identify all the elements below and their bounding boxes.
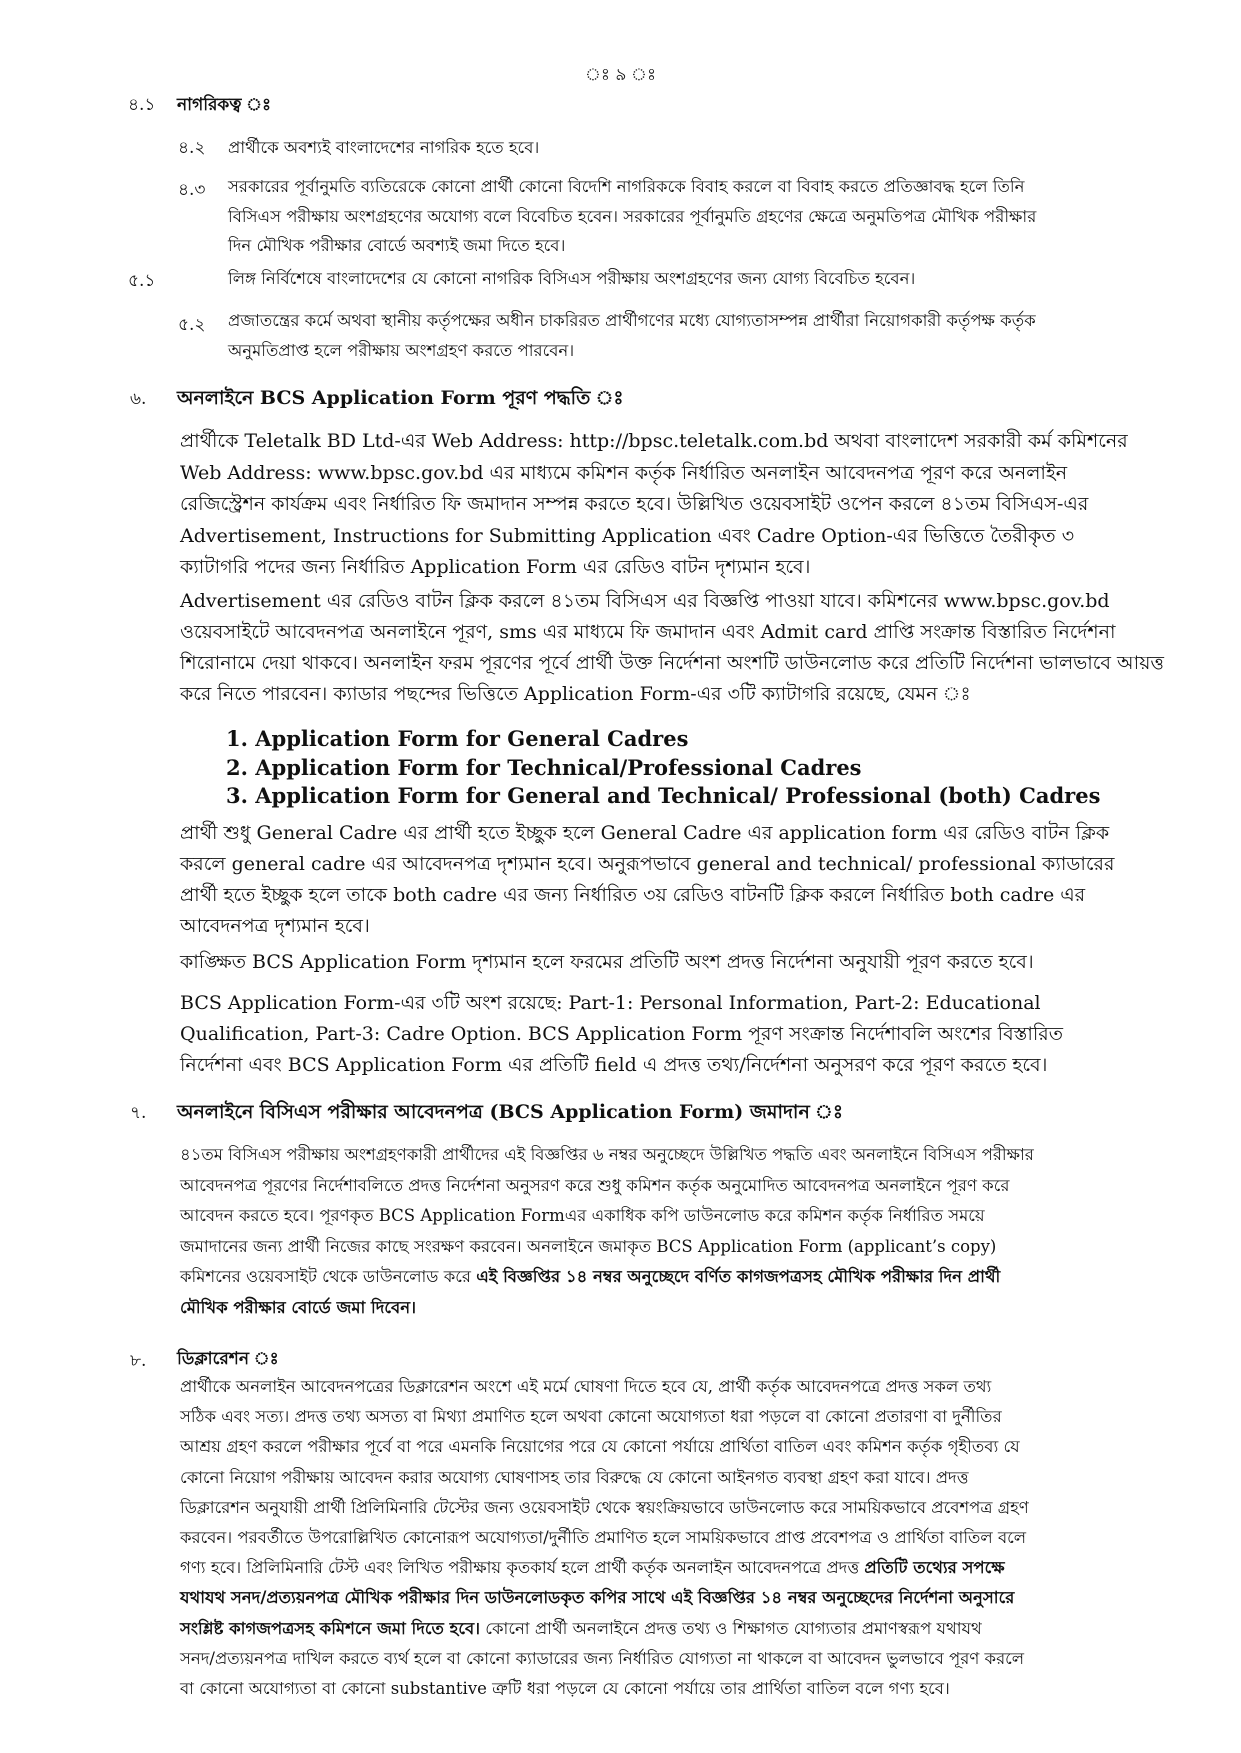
section-4-3-text [228, 172, 1178, 261]
application-form-list [226, 725, 1126, 811]
bold-text-span: এই বিজ্ঞপ্তির ১৪ নম্বর অনুচ্ছেদে বর্ণিত কাগজপত্রসহ মৌখিক পরীক্ষার দিন প্রার্থী [476, 1267, 1001, 1286]
text-line: দিন মৌখিক পরীক্ষার বোর্ডে অবশ্যই জমা দিতে হবে। [228, 236, 566, 255]
text-line: আবেদন করতে হবে। পূরণকৃত BCS Application Formএর একাধিক কপি ডাউনলোড করে কমিশন কর্তৃক নির্ধারিত সময়ে [180, 1206, 985, 1225]
section-5-1-text: লিঙ্গ নির্বিশেষে বাংলাদেশের যে কোনো নাগরিক বিসিএস পরীক্ষায় অংশগ্রহণের জন্য যোগ্য বিবেচিত হবেন। [228, 269, 916, 288]
text-line: আবেদনপত্র দৃশ্যমান হবে। [180, 915, 370, 937]
text-line: ৪১তম বিসিএস পরীক্ষায় অংশগ্রহণকারী প্রার্থীদের এই বিজ্ঞপ্তির ৬ নম্বর অনুচ্ছেদে উল্লিখিত পদ্ধতি এবং অনলাইনে বিসিএস পরীক্ষার [180, 1145, 1034, 1164]
section-4-2-number: ৪.২ [178, 138, 206, 158]
text-span: কমিশনের ওয়েবসাইট থেকে ডাউনলোড করে [180, 1267, 477, 1286]
text-line [180, 1583, 1170, 1613]
text-line: ডিক্লারেশন অনুযায়ী প্রার্থী প্রিলিমিনারি টেস্টের জন্য ওয়েবসাইট থেকে স্বয়ংক্রিয়ভাবে ডাউনলোড করে সাময়িকভাবে প্রবেশপত্র গ্রহণ [180, 1497, 1029, 1517]
text-line: বিসিএস পরীক্ষায় অংশগ্রহণের অযোগ্য বলে বিবেচিত হবেন। সরকারের পূর্বানুমতি গ্রহণের ক্ষেত্রে অনুমতিপত্র মৌখিক পরীক্ষার [228, 206, 1037, 226]
bold-text-span: যথাযথ সনদ/প্রত্যয়নপত্র মৌখিক পরীক্ষার দিন ডাউনলোডকৃত কপির সাথে এই বিজ্ঞপ্তির ১৪ নম্বর অনুচ্ছেদের নির্দেশনা অনুসারে [180, 1588, 1015, 1608]
list-item: 1. Application Form for General Cadres [226, 726, 689, 751]
section-7-heading: অনলাইনে বিসিএস পরীক্ষার আবেদনপত্র (BCS Application Form) জমাদান ঃ [177, 1101, 843, 1123]
section-8-number: ৮. [130, 1351, 147, 1371]
text-line: প্রার্থীকে অনলাইন আবেদনপত্রের ডিক্লারেশন অংশে এই মর্মে ঘোষণা দিতে হবে যে, প্রার্থী কর্তৃক আবেদনপত্রে প্রদত্ত সকল তথ্য [180, 1377, 992, 1396]
text-line: Advertisement, Instructions for Submitting Application এবং Cadre Option-এর ভিত্তিতে তৈরীকৃত ৩ [180, 524, 1075, 547]
text-line [180, 1293, 1170, 1324]
section-6-number: ৬. [130, 389, 147, 409]
text-line: Web Address: www.bpsc.gov.bd এর মাধ্যমে কমিশন কর্তৃক নির্ধারিত অনলাইন আবেদনপত্র পূরণ করে অনলাইন [180, 461, 1068, 484]
bold-text-span: প্রতিটি তথ্যের সপক্ষে [864, 1558, 1005, 1578]
bold-text-span: সংশ্লিষ্ট কাগজপত্রসহ কমিশনে জমা দিতে হবে। [180, 1618, 481, 1638]
section-5-2-text [228, 306, 1178, 365]
list-item: 3. Application Form for General and Technical/ Professional (both) Cadres [226, 783, 1101, 808]
text-line: প্রার্থীকে Teletalk BD Ltd-এর Web Address: http://bpsc.teletalk.com.bd অথবা বাংলাদেশ সরকারী কর্ম কমিশনের [180, 430, 1128, 452]
text-line: নির্দেশনা এবং BCS Application Form এর প্রতিটি field এ প্রদত্ত তথ্য/নির্দেশনা অনুসরণ করে পূরণ করতে হবে। [180, 1054, 1048, 1076]
section-5-2-number: ৫.২ [178, 315, 206, 335]
section-7-number: ৭. [130, 1103, 147, 1123]
text-line: ওয়েবসাইটে আবেদনপত্র অনলাইনে পূরণ, sms এর মাধ্যমে ফি জমাদান এবং Admit card প্রাপ্তি সংক্রান্ত বিস্তারিত নির্দেশনা [180, 621, 1116, 643]
text-line: করবেন। পরবর্তীতে উপরোল্লিখিত কোনোরূপ অযোগ্যতা/দুর্নীতি প্রমাণিত হলে সাময়িকভাবে প্রাপ্ত প্রবেশপত্র ও প্রার্থিতা বাতিল বলে [180, 1528, 1027, 1548]
list-item: 2. Application Form for Technical/Professional Cadres [226, 754, 862, 780]
section-7-text [180, 1140, 1170, 1323]
text-line: শিরোনামে দেয়া থাকবে। অনলাইন ফরম পূরণের পূর্বে প্রার্থী উক্ত নির্দেশনা অংশটি ডাউনলোড করে প্রতিটি নির্দেশনা ভালভাবে আয়ত্ত [180, 652, 1164, 674]
text-line: প্রজাতন্ত্রের কর্মে অথবা স্থানীয় কর্তৃপক্ষের অধীন চাকরিরত প্রার্থীগণের মধ্যে যোগ্যতাসম্পন্ন প্রার্থীরা নিয়োগকারী কর্তৃপক্ষ কর্তৃক [228, 311, 1036, 330]
text-line: সরকারের পূর্বানুমতি ব্যতিরেকে কোনো প্রার্থী কোনো বিদেশি নাগরিককে বিবাহ করলে বা বিবাহ করতে প্রতিজ্ঞাবদ্ধ হলে তিনি [228, 177, 1025, 196]
section-8-text [180, 1372, 1170, 1704]
page-number: ঃ ৯ ঃ [584, 65, 657, 85]
text-line: বা কোনো অযোগ্যতা বা কোনো substantive ত্রুটি ধরা পড়লে যে কোনো পর্যায়ে তার প্রার্থিতা বাতিল বলে গণ্য হবে। [180, 1679, 950, 1699]
section-6-heading: অনলাইনে BCS Application Form পূরণ পদ্ধতি ঃ [177, 387, 624, 409]
text-line: রেজিস্ট্রেশন কার্যক্রম এবং নির্ধারিত ফি জমাদান সম্পন্ন করতে হবে। উল্লিখিত ওয়েবসাইট ওপেন করলে ৪১তম বিসিএস-এর [180, 493, 1089, 515]
section-5-1-number: ৫.১ [128, 271, 156, 291]
text-span: কোনো প্রার্থী অনলাইনে প্রদত্ত তথ্য ও শিক্ষাগত যোগ্যতার প্রমাণস্বরূপ যথাযথ [480, 1618, 982, 1638]
text-line: প্রার্থী হতে ইচ্ছুক হলে তাকে both cadre এর জন্য নির্ধারিত ৩য় রেডিও বাটনটি ক্লিক করলে নির্ধারিত both cadre এর [180, 884, 1086, 906]
section-6-paragraph-5 [180, 988, 1170, 1081]
text-line: Advertisement এর রেডিও বাটন ক্লিক করলে ৪১তম বিসিএস এর বিজ্ঞপ্তি পাওয়া যাবে। কমিশনের www.bpsc.gov.bd [180, 590, 1110, 612]
text-line [180, 1262, 1170, 1293]
text-line: আবেদনপত্র পূরণের নির্দেশাবলিতে প্রদত্ত নির্দেশনা অনুসরণ করে শুধু কমিশন কর্তৃক অনুমোদিত আবেদনপত্র অনলাইনে পূরণ করে [180, 1175, 1010, 1195]
text-line: করলে general cadre এর আবেদনপত্র দৃশ্যমান হবে। অনুরূপভাবে general and technical/ professional ক্যাডারের [180, 853, 1115, 875]
text-line: অনুমতিপ্রাপ্ত হলে পরীক্ষায় অংশগ্রহণ করতে পারবেন। [228, 340, 575, 360]
text-line [180, 1553, 1170, 1583]
text-span: গণ্য হবে। প্রিলিমিনারি টেস্ট এবং লিখিত পরীক্ষায় কৃতকার্য হলে প্রার্থী কর্তৃক অনলাইন আবেদনপত্রে প্রদত্ত [180, 1558, 865, 1578]
text-line: BCS Application Form-এর ৩টি অংশ রয়েছে: Part-1: Personal Information, Part-2: Educational [180, 992, 1041, 1014]
section-4-1-number: ৪.১ [128, 95, 156, 115]
text-line [180, 1614, 1170, 1644]
section-4-2-text: প্রার্থীকে অবশ্যই বাংলাদেশের নাগরিক হতে হবে। [228, 138, 540, 157]
bold-text-span: মৌখিক পরীক্ষার বোর্ডে জমা দিবেন। [180, 1297, 416, 1317]
section-6-paragraph-3 [180, 818, 1170, 942]
section-6-paragraph-2 [180, 586, 1170, 710]
text-line: আশ্রয় গ্রহণ করলে পরীক্ষার পূর্বে বা পরে এমনকি নিয়োগের পরে যে কোনো পর্যায়ে প্রার্থিতা বাতিল এবং কমিশন কর্তৃক গৃহীতব্য যে [180, 1437, 1020, 1457]
text-line: কোনো নিয়োগ পরীক্ষায় আবেদন করার অযোগ্য ঘোষণাসহ তার বিরুদ্ধে যে কোনো আইনগত ব্যবস্থা গ্রহণ করা যাবে। প্রদত্ত [180, 1467, 969, 1487]
text-line: সঠিক এবং সত্য। প্রদত্ত তথ্য অসত্য বা মিথ্যা প্রমাণিত হলে অথবা কোনো অযোগ্যতা ধরা পড়লে বা কোনো প্রতারণা বা দুর্নীতির [180, 1407, 1002, 1427]
text-line: সনদ/প্রত্যয়নপত্র দাখিল করতে ব্যর্থ হলে বা কোনো ক্যাডারের জন্য নির্ধারিত যোগ্যতা না থাকলে বা আবেদন ভুলভাবে পূরণ করলে [180, 1648, 1025, 1668]
text-line: ক্যাটাগরি পদের জন্য নির্ধারিত Application Form এর রেডিও বাটন দৃশ্যমান হবে। [180, 556, 811, 578]
text-line: Qualification, Part-3: Cadre Option. BCS Application Form পূরণ সংক্রান্ত নির্দেশাবলি অংশের বিস্তারিত [180, 1023, 1063, 1045]
text-line: করে নিতে পারবেন। ক্যাডার পছন্দের ভিত্তিতে Application Form-এর ৩টি ক্যাটাগরি রয়েছে, যেমন ঃ [180, 683, 971, 705]
section-8-heading: ডিক্লারেশন ঃ [177, 1349, 279, 1369]
text-line: প্রার্থী শুধু General Cadre এর প্রার্থী হতে ইচ্ছুক হলে General Cadre এর application form এর রেডিও বাটন ক্লিক [180, 822, 1110, 844]
section-4-3-number: ৪.৩ [178, 180, 206, 200]
section-4-1-heading: নাগরিকত্ব ঃ [177, 95, 272, 115]
section-6-paragraph-4: কাঙ্ক্ষিত BCS Application Form দৃশ্যমান হলে ফরমের প্রতিটি অংশ প্রদত্ত নির্দেশনা অনুযায়ী পূরণ করতে হবে। [180, 951, 1034, 973]
section-6-paragraph-1 [180, 426, 1170, 584]
text-line: জমাদানের জন্য প্রার্থী নিজের কাছে সংরক্ষণ করবেন। অনলাইনে জমাকৃত BCS Application Form (applicant’s copy) [180, 1236, 997, 1256]
